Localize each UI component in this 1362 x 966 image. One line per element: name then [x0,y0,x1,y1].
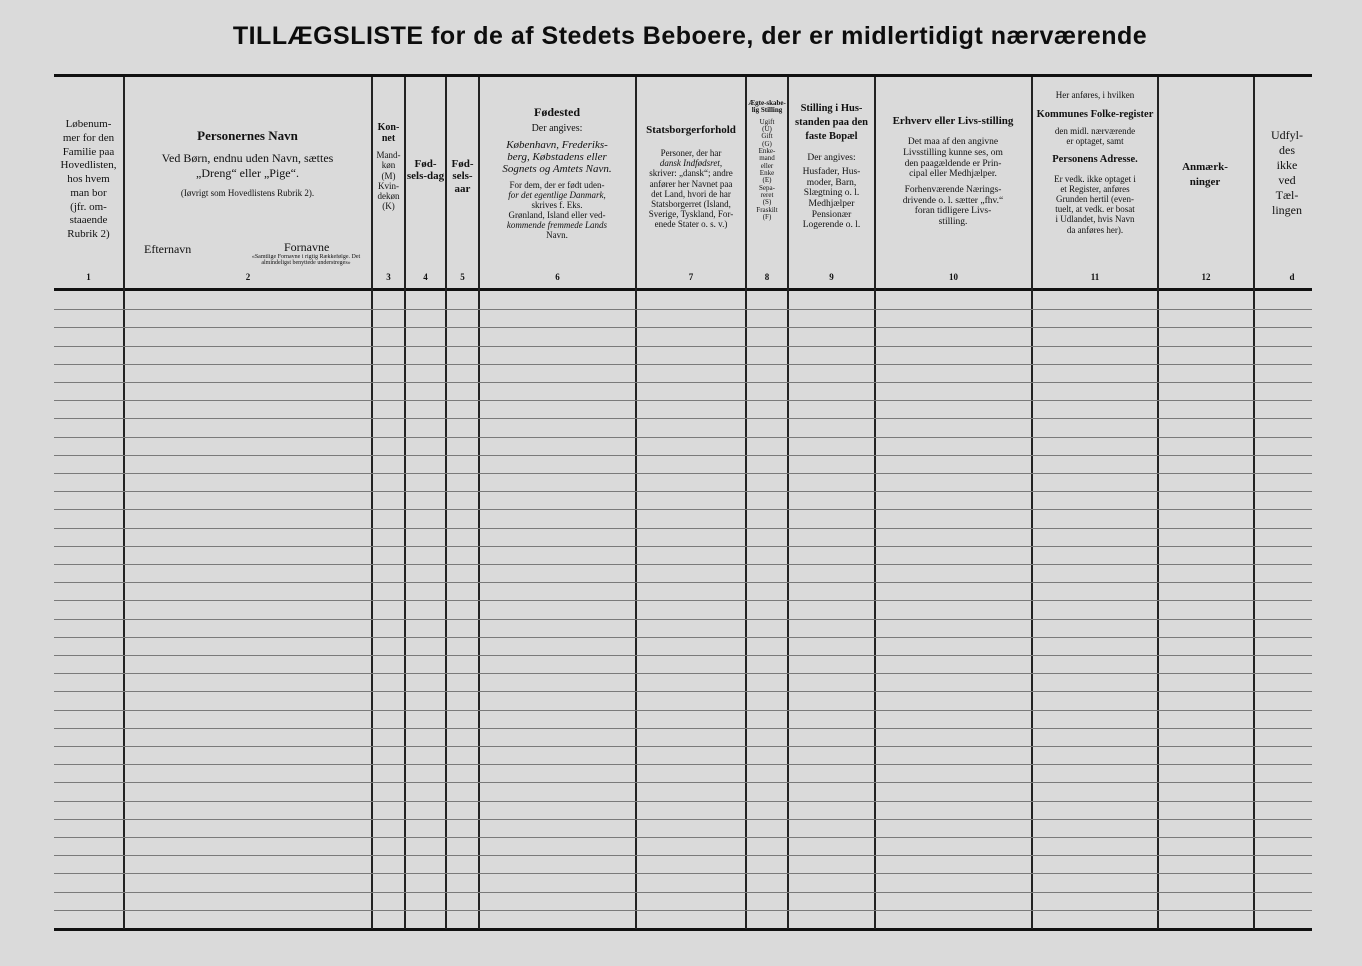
col-d-line: lingen [1272,203,1302,217]
col-number: 11 [1090,272,1100,282]
col11-line: er optaget, samt [1066,136,1124,147]
col11-pre: Her anføres, i hvilken [1055,90,1135,100]
col11-line2: et Register, anføres [1060,184,1130,195]
row-rule [54,600,1312,601]
col-d-line: ikke [1276,158,1298,172]
row-rule [54,873,1312,874]
row-rule [54,564,1312,565]
col8-line: (E) [762,176,772,185]
col1-line: mer for den [62,131,115,144]
col-number: 12 [1201,272,1211,282]
col8-line: eller [760,161,774,170]
col1-line: man bor [70,186,107,199]
row-rule [54,437,1312,438]
row-rule [54,673,1312,674]
row-rule [54,710,1312,711]
col2-surname-label: Efternavn [144,242,192,256]
col6-sub: Der angives: [531,123,583,135]
col1-header [54,118,123,242]
col11-line2: tuelt, at vedk. er bosat [1055,204,1135,215]
row-rule [54,546,1312,547]
row-rule [54,346,1312,347]
col2-line: „Dreng“ eller „Pige“. [196,166,299,181]
col9-line: Logerende o. l. [802,220,861,231]
col-number: 6 [555,272,560,282]
col2-header [126,128,369,200]
col9-line: Slægtning o. l. [803,188,860,199]
header-top-rule [54,74,1312,77]
col-d-line: Udfyl- [1271,128,1303,142]
col7-line: Sverige, Tyskland, For- [648,208,734,219]
col9-sub: Der angives: [807,152,856,163]
col10-line: Livsstilling kunne ses, om [903,148,1003,159]
col8-header [747,100,787,222]
col8-line: Gift [761,132,773,141]
row-rule [54,764,1312,765]
col-number: 10 [949,272,958,282]
col8-line: Ugift [759,117,775,126]
col11-header [1033,90,1157,235]
col-number: d [1289,272,1295,282]
col-number: 7 [688,272,694,282]
col3-line: Kvin- [378,180,399,191]
col6-line2: Grønland, Island eller ved- [508,209,606,220]
col7-line: Personer, der har [660,148,722,159]
col5-heading: Fød-sels-aar [451,158,474,195]
col3-line: dekøn [377,190,400,201]
col2-note: (Iøvrigt som Hovedlistens Rubrik 2). [180,188,315,199]
col2-line: Ved Børn, endnu uden Navn, sættes [161,150,334,165]
col9-header [789,102,874,231]
col-number: 8 [764,272,770,282]
row-rule [54,528,1312,529]
row-rule [54,491,1312,492]
row-rule [54,837,1312,838]
row-rule [54,327,1312,328]
col1-line: Rubrik 2) [67,228,110,240]
col8-line: (S) [762,198,772,207]
col3-line: Mand- [376,150,401,161]
col3-line: (M) [381,170,396,181]
col7-line: dansk Indfødsret, [659,158,723,169]
header-bottom-rule [54,288,1312,291]
row-rule [54,309,1312,310]
col7-line: anfører her Navnet paa [649,178,733,189]
col4-header [406,158,445,183]
col11-heading2: Personens Adresse. [1052,154,1138,166]
col2-firstnames-label: Fornavne [284,240,330,254]
col7-line: skriver: „dansk“; andre [649,168,733,179]
col11-line2: Grunden hertil (even- [1056,194,1134,205]
col7-line: Statsborgerret (Island, [651,198,731,209]
col9-heading: Stilling i Hus-standen paa den faste Bopæl [795,103,868,143]
row-rule [54,910,1312,911]
col8-line: Sepa- [759,183,775,192]
col2-heading: Personernes Navn [197,128,298,143]
col6-heading: Fødested [534,106,580,119]
row-rule [54,655,1312,656]
col10-header [877,114,1029,227]
row-rule [54,619,1312,620]
col-number: 3 [386,272,391,282]
row-rule [54,892,1312,893]
col7-heading: Statsborgerforhold [646,124,736,136]
row-rule [54,418,1312,419]
row-rule [54,801,1312,802]
col-d-line: Tæl- [1275,188,1299,202]
col8-line: (U) [762,125,772,134]
col7-line: enede Stater o. s. v.) [654,218,728,229]
col6-line2: kommende fremmede Lands [506,219,608,230]
col-number: 4 [423,272,428,282]
col9-line: Medhjælper [808,199,855,210]
col-number: 5 [460,272,465,282]
col7-header [637,124,745,229]
row-rule [54,364,1312,365]
col7-line: det Land, hvori de har [651,188,731,199]
col10-line2: foran tidligere Livs- [914,206,992,217]
col11-line2: i Udlandet, hvis Navn [1055,214,1135,225]
col11-line: den midl. nærværende [1054,126,1136,137]
row-rule [54,855,1312,856]
col8-line: reret [760,191,774,200]
row-rule [54,582,1312,583]
col8-line: Enke [759,169,775,178]
form-title: TILLÆGSLISTE for de af Stedets Beboere, der er midlertidigt nærværende [232,22,1148,50]
col12-header [1170,160,1240,191]
row-rule [54,637,1312,638]
col-d-header [1256,128,1318,218]
row-rule [54,691,1312,692]
row-rule [54,382,1312,383]
col6-line: berg, Købstadens eller [507,150,607,163]
col12-heading: Anmærk-ninger [1182,161,1228,189]
col8-line: (F) [762,213,772,222]
col6-header [481,106,633,240]
row-rule [54,455,1312,456]
col6-line: Sognets og Amtets Navn. [502,163,612,176]
col8-line: (G) [762,139,772,148]
col8-line: Enke- [758,147,776,156]
col10-line2: Forhenværende Nærings- [904,184,1002,195]
col3-heading: Kon-net [377,122,400,145]
row-rule [54,782,1312,783]
col8-heading: Ægte-skabe-lig Stilling [748,100,786,115]
col9-line: Husfader, Hus- [802,167,861,178]
row-rule [54,400,1312,401]
col6-line2: Navn. [546,229,568,240]
col6-line2: skrives f. Eks. [531,199,583,210]
col10-line2: stilling. [938,216,968,227]
col6-line2: for det egentlige Danmark, [508,189,606,200]
col1-line: Familie paa [62,145,115,158]
col6-line: København, Frederiks- [506,138,608,151]
col-d-line: des [1279,143,1295,157]
col10-heading: Erhverv eller Livs-stilling [892,115,1014,127]
col2-firstnames-note: «Samtlige Fornavne i rigtig Rækkefølge. Det almindeligst benyttede understreges» [251,254,361,267]
col10-line: Det maa af den angivne [907,137,999,148]
col6-line2: For dem, der er født uden- [509,179,605,190]
col9-line: moder, Barn, [806,177,857,188]
col-number: 1 [86,272,91,282]
col11-line2: da anføres her). [1066,224,1124,235]
col8-line: mand [759,154,775,163]
col10-line2: drivende o. l. sætter „fhv.“ [902,195,1004,206]
col-d-line: ved [1278,173,1296,187]
col10-line: den paagældende er Prin- [904,158,1002,169]
row-rule [54,819,1312,820]
col1-line: Løbenum- [65,118,112,130]
col8-line: Fraskilt [756,205,778,214]
row-rule [54,728,1312,729]
col-number: 9 [829,272,834,282]
row-rule [54,509,1312,510]
col1-line: staaende [69,214,108,227]
col11-line2: Er vedk. ikke optaget i [1054,174,1136,185]
col5-header [447,158,478,195]
col11-heading: Kommunes Folke-register [1036,109,1154,121]
row-rule [54,473,1312,474]
col1-line: hos hvem [67,173,110,185]
col4-heading: Fød-sels-dag [406,158,445,183]
col10-line: cipal eller Medhjælper. [909,169,997,180]
col3-header [373,122,404,211]
col3-line: køn [381,160,396,171]
col1-line: Hovedlisten, [60,159,117,172]
table-bottom-rule [54,928,1312,931]
col9-line: Pensionær [811,209,852,220]
col-number: 2 [245,272,251,282]
col1-line: (jfr. om- [70,200,107,213]
col3-line: (K) [382,200,395,211]
row-rule [54,746,1312,747]
